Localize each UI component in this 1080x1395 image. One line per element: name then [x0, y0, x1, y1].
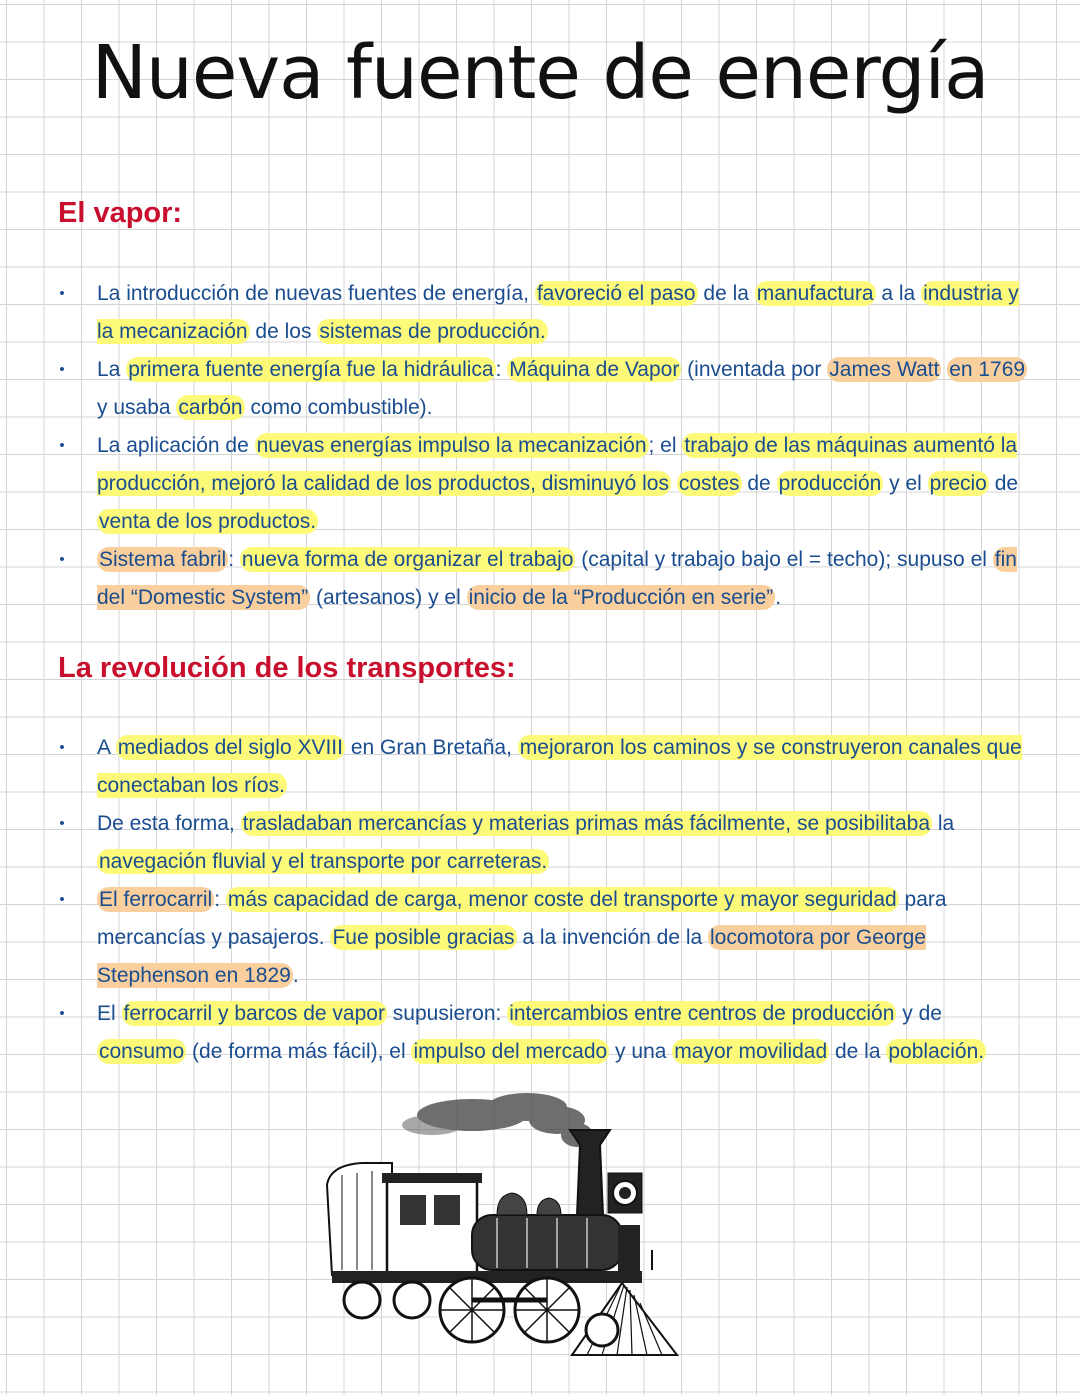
- list-item: [56, 805, 1036, 881]
- bullet-icon: •: [59, 437, 65, 454]
- highlight-yellow: nuevas energías impulso la mecanización: [256, 434, 647, 457]
- highlight-yellow: manufactura: [756, 282, 874, 305]
- bullet-icon: •: [59, 815, 65, 832]
- text-run: De esta forma,: [97, 812, 241, 835]
- list-item: [56, 881, 1036, 995]
- highlight-yellow: impulso del mercado: [413, 1040, 608, 1063]
- list-item-text: [97, 887, 947, 988]
- text-run: para mercancías y pasajeros.: [97, 888, 947, 949]
- highlight-yellow: mayor movilidad: [674, 1040, 828, 1063]
- list-item-text: [97, 357, 1027, 420]
- text-run: de la: [829, 1040, 887, 1063]
- bullet-icon: •: [59, 551, 65, 568]
- list-item-text: [97, 547, 1017, 610]
- bullet-icon: •: [59, 1005, 65, 1022]
- list-item: [56, 351, 1036, 427]
- highlight-orange: locomotora por George Stephenson en 1829: [97, 926, 926, 987]
- list-item: [56, 995, 1036, 1071]
- highlight-yellow: trabajo de las máquinas aumentó la producción, mejoró la calidad de los productos, disminuyó los: [97, 434, 1018, 495]
- text-run: [671, 472, 677, 495]
- text-run: .: [775, 586, 782, 609]
- highlight-yellow: venta de los productos.: [99, 510, 317, 533]
- highlight-yellow: producción: [778, 472, 882, 495]
- highlight-yellow: ferrocarril y barcos de vapor: [123, 1002, 385, 1025]
- highlight-orange: fin del “Domestic System”: [97, 548, 1017, 609]
- highlight-yellow: favoreció el paso: [536, 282, 696, 305]
- list-item: [56, 275, 1036, 351]
- transportes-list: [56, 729, 1036, 1071]
- section-heading-vapor: El vapor:: [58, 197, 183, 229]
- text-run: A: [97, 736, 116, 759]
- bullet-icon: •: [59, 891, 65, 908]
- text-run: :: [214, 888, 226, 911]
- highlight-yellow: Fue posible gracias: [332, 926, 515, 949]
- bullet-icon: •: [59, 739, 65, 756]
- bullet-icon: •: [59, 285, 65, 302]
- highlight-yellow: precio: [929, 472, 987, 495]
- list-item: [56, 729, 1036, 805]
- bullet-icon: •: [59, 361, 65, 378]
- highlight-orange: en 1769: [949, 358, 1026, 381]
- list-item: [56, 427, 1036, 541]
- text-run: La introducción de nuevas fuentes de energía,: [97, 282, 535, 305]
- highlight-yellow: primera fuente energía fue la hidráulica: [128, 358, 494, 381]
- text-run: y de: [896, 1002, 942, 1025]
- highlight-yellow: más capacidad de carga, menor coste del transporte y mayor seguridad: [227, 888, 897, 911]
- highlight-yellow: intercambios entre centros de producción: [509, 1002, 895, 1025]
- highlight-yellow: nueva forma de organizar el trabajo: [241, 548, 574, 571]
- vapor-list: [56, 275, 1036, 617]
- text-run: supusieron:: [386, 1002, 508, 1025]
- text-run: y una: [609, 1040, 673, 1063]
- highlight-yellow: sistemas de producción.: [319, 320, 546, 343]
- text-run: (capital y trabajo bajo el = techo); supuso el: [575, 548, 993, 571]
- text-run: La aplicación de: [97, 434, 255, 457]
- text-run: (inventada por: [681, 358, 828, 381]
- highlight-yellow: carbón: [178, 396, 243, 419]
- text-run: como combustible).: [244, 396, 433, 419]
- highlight-orange: Sistema fabril: [99, 548, 227, 571]
- text-run: y usaba: [97, 396, 177, 419]
- text-run: :: [228, 548, 240, 571]
- highlight-orange: James Watt: [829, 358, 940, 381]
- text-run: de la: [697, 282, 755, 305]
- text-run: :: [495, 358, 508, 381]
- list-item-text: [97, 811, 954, 874]
- highlight-yellow: costes: [678, 472, 740, 495]
- section-heading-transportes: La revolución de los transportes:: [58, 652, 516, 684]
- text-run: y el: [883, 472, 928, 495]
- text-run: en Gran Bretaña,: [344, 736, 518, 759]
- list-item-text: [97, 281, 1019, 344]
- text-run: la: [932, 812, 955, 835]
- highlight-yellow: mediados del siglo XVIII: [117, 736, 343, 759]
- highlight-yellow: trasladaban mercancías y materias primas más fácilmente, se posibilitaba: [242, 812, 931, 835]
- text-run: El: [97, 1002, 122, 1025]
- list-item-text: [97, 735, 1022, 798]
- page-title: Nueva fuente de energía: [91, 30, 989, 116]
- highlight-yellow: navegación fluvial y el transporte por carreteras.: [99, 850, 548, 873]
- text-run: de: [988, 472, 1019, 495]
- text-run: a la invención de la: [516, 926, 709, 949]
- highlight-yellow: mejoraron los caminos y se construyeron canales que conectaban los ríos.: [97, 736, 1022, 797]
- highlight-yellow: consumo: [99, 1040, 185, 1063]
- text-run: de los: [249, 320, 318, 343]
- text-run: .: [292, 964, 299, 987]
- text-run: de: [741, 472, 777, 495]
- text-run: (artesanos) y el: [310, 586, 467, 609]
- list-item: [56, 541, 1036, 617]
- list-item-text: [97, 433, 1018, 534]
- highlight-yellow: población.: [888, 1040, 985, 1063]
- text-run: (de forma más fácil), el: [186, 1040, 412, 1063]
- highlight-yellow: industria y la mecanización: [97, 282, 1019, 343]
- text-run: ; el: [648, 434, 683, 457]
- list-item-text: [97, 1001, 986, 1064]
- highlight-yellow: Máquina de Vapor: [509, 358, 680, 381]
- highlight-orange: El ferrocarril: [99, 888, 213, 911]
- text-run: La: [97, 358, 127, 381]
- text-run: a la: [875, 282, 922, 305]
- steam-locomotive-icon: [322, 1085, 682, 1385]
- highlight-orange: inicio de la “Producción en serie”: [468, 586, 774, 609]
